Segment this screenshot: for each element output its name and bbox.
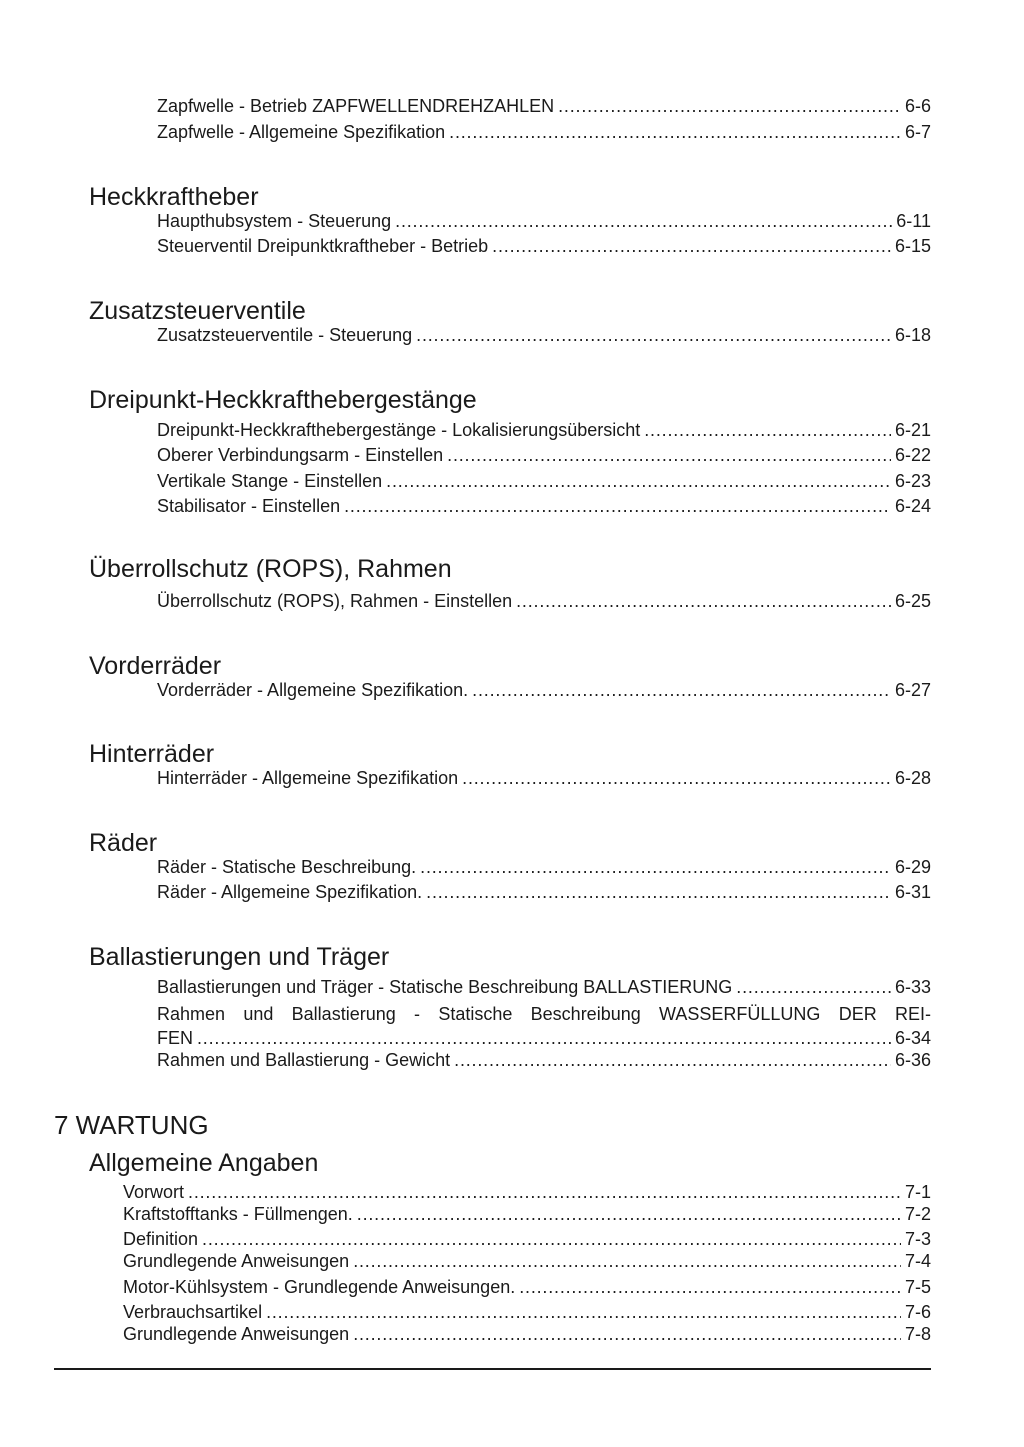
dot-leader <box>386 470 891 492</box>
toc-entry[interactable] <box>157 679 931 701</box>
chapter-heading: 7 WARTUNG <box>54 1110 209 1140</box>
dot-leader <box>492 235 891 257</box>
toc-entry-text: Rahmen und Ballastierung - Gewicht <box>157 1050 451 1070</box>
toc-entry[interactable] <box>157 121 931 143</box>
toc-entry-page: 6-23 <box>894 471 931 491</box>
section-heading: Dreipunkt-Heckkrafthebergestänge <box>89 386 477 414</box>
dot-leader <box>644 419 891 441</box>
dot-leader <box>344 495 891 517</box>
toc-entry-page: 6-22 <box>894 445 931 465</box>
toc-entry-text: Zapfwelle - Betrieb ZAPFWELLENDREHZAHLEN <box>157 96 555 116</box>
toc-entry[interactable] <box>157 976 931 998</box>
toc-entry-text: Vorderräder - Allgemeine Spezifikation. <box>157 680 469 700</box>
section-heading: Allgemeine Angaben <box>89 1149 319 1177</box>
toc-entry-text: Stabilisator - Einstellen <box>157 496 341 516</box>
toc-entry-text: Oberer Verbindungsarm - Einstellen <box>157 445 444 465</box>
toc-entry-text: Steuerventil Dreipunktkraftheber - Betrieb <box>157 236 489 256</box>
footer-rule <box>54 1368 931 1370</box>
toc-entry-page: 7-8 <box>904 1324 931 1344</box>
dot-leader <box>353 1250 901 1272</box>
toc-entry-page: 6-6 <box>904 96 931 116</box>
toc-entry[interactable] <box>123 1203 931 1225</box>
section-heading: Heckkraftheber <box>89 183 259 211</box>
toc-entry[interactable] <box>157 881 931 903</box>
toc-entry-text: Grundlegende Anweisungen <box>123 1324 350 1344</box>
dot-leader <box>472 679 891 701</box>
toc-entry[interactable] <box>157 1049 931 1071</box>
dot-leader <box>447 444 891 466</box>
dot-leader <box>197 1027 891 1049</box>
toc-entry-page: 6-11 <box>896 211 931 231</box>
toc-entry[interactable] <box>123 1181 931 1203</box>
toc-entry-page: 6-27 <box>894 680 931 700</box>
dot-leader <box>188 1181 901 1203</box>
section-heading: Räder <box>89 829 158 857</box>
toc-entry[interactable] <box>157 210 931 232</box>
toc-entry[interactable] <box>157 1027 931 1049</box>
toc-entry-page: 6-21 <box>894 420 931 440</box>
toc-entry-page: 6-34 <box>894 1028 931 1048</box>
toc-entry-text: Dreipunkt-Heckkrafthebergestänge - Lokalisierungsübersicht <box>157 420 641 440</box>
toc-entry-page: 6-18 <box>894 325 931 345</box>
dot-leader <box>420 856 891 878</box>
dot-leader <box>202 1228 901 1250</box>
toc-entry-text: Verbrauchsartikel <box>123 1302 263 1322</box>
toc-entry-text: Ballastierungen und Träger - Statische Beschreibung BALLASTIERUNG <box>157 977 733 997</box>
toc-entry-page: 6-28 <box>894 768 931 788</box>
toc-entry[interactable] <box>157 324 931 346</box>
toc-entry-page: 6-31 <box>894 882 931 902</box>
toc-entry[interactable] <box>157 444 931 466</box>
dot-leader <box>516 590 891 612</box>
toc-entry-page: 7-3 <box>904 1229 931 1249</box>
toc-entry-text: Zapfwelle - Allgemeine Spezifikation <box>157 122 446 142</box>
toc-entry[interactable] <box>157 95 931 117</box>
toc-entry[interactable] <box>123 1250 931 1272</box>
toc-entry-text: Definition <box>123 1229 199 1249</box>
dot-leader <box>266 1301 901 1323</box>
toc-entry-text: Grundlegende Anweisungen <box>123 1251 350 1271</box>
toc-entry-text: Motor-Kühlsystem - Grundlegende Anweisungen. <box>123 1277 516 1297</box>
toc-entry-text: Kraftstofftanks - Füllmengen. <box>123 1204 353 1224</box>
toc-entry-page: 7-4 <box>904 1251 931 1271</box>
dot-leader <box>558 95 901 117</box>
toc-entry[interactable] <box>157 495 931 517</box>
toc-entry-text: FEN <box>157 1028 193 1048</box>
toc-entry-page: 6-24 <box>894 496 931 516</box>
toc-entry-text: Vertikale Stange - Einstellen <box>157 471 383 491</box>
toc-entry-page: 6-29 <box>894 857 931 877</box>
dot-leader <box>426 881 891 903</box>
toc-entry-page: 6-7 <box>904 122 931 142</box>
dot-leader <box>353 1323 901 1345</box>
dot-leader <box>519 1276 901 1298</box>
section-heading: Überrollschutz (ROPS), Rahmen <box>89 555 452 583</box>
dot-leader <box>357 1203 901 1225</box>
toc-entry-text: Überrollschutz (ROPS), Rahmen - Einstellen <box>157 591 513 611</box>
section-heading: Zusatzsteuerventile <box>89 297 306 325</box>
toc-entry-text: Räder - Statische Beschreibung. <box>157 857 417 877</box>
dot-leader <box>449 121 901 143</box>
toc-entry[interactable] <box>157 767 931 789</box>
toc-entry-text: Haupthubsystem - Steuerung <box>157 211 392 231</box>
toc-entry-page: 6-33 <box>894 977 931 997</box>
toc-entry[interactable] <box>157 590 931 612</box>
toc-entry-text: Zusatzsteuerventile - Steuerung <box>157 325 413 345</box>
toc-entry[interactable] <box>123 1323 931 1345</box>
section-heading: Hinterräder <box>89 740 215 768</box>
section-heading: Vorderräder <box>89 652 222 680</box>
section-heading: Ballastierungen und Träger <box>89 943 390 971</box>
toc-entry[interactable] <box>123 1228 931 1250</box>
toc-entry-text: Hinterräder - Allgemeine Spezifikation <box>157 768 459 788</box>
toc-entry[interactable] <box>123 1276 931 1298</box>
toc-entry-page: 6-15 <box>894 236 931 256</box>
toc-entry-page: 7-1 <box>904 1182 931 1202</box>
toc-entry[interactable] <box>157 419 931 441</box>
toc-entry[interactable] <box>157 470 931 492</box>
toc-entry-text: Vorwort <box>123 1182 185 1202</box>
toc-entry[interactable] <box>157 856 931 878</box>
toc-entry-text: Räder - Allgemeine Spezifikation. <box>157 882 423 902</box>
dot-leader <box>462 767 891 789</box>
dot-leader <box>736 976 891 998</box>
dot-leader <box>395 210 892 232</box>
toc-entry-wrapped-text: Rahmen und Ballastierung - Statische Beschreibung WASSERFÜLLUNG DER REI- <box>157 1004 931 1024</box>
toc-entry-page: 7-5 <box>904 1277 931 1297</box>
toc-entry-page: 6-25 <box>894 591 931 611</box>
toc-entry[interactable] <box>123 1301 931 1323</box>
dot-leader <box>454 1049 891 1071</box>
toc-entry[interactable] <box>157 235 931 257</box>
toc-entry-page: 7-2 <box>904 1204 931 1224</box>
toc-entry-page: 7-6 <box>904 1302 931 1322</box>
toc-entry-page: 6-36 <box>894 1050 931 1070</box>
dot-leader <box>416 324 891 346</box>
